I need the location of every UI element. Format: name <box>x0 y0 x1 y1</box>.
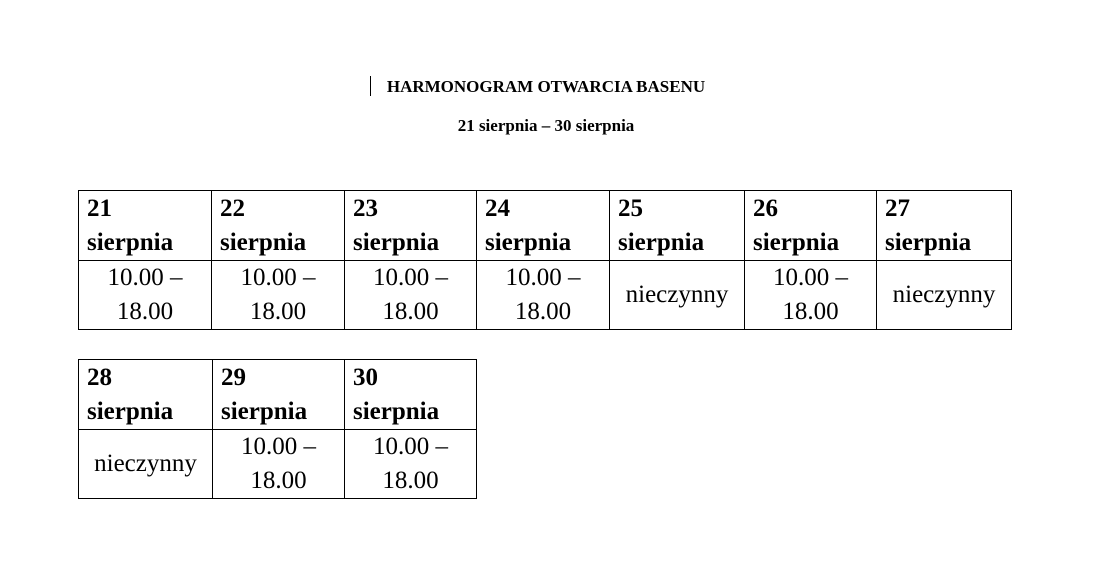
hours-close: 18.00 <box>514 298 572 325</box>
day-number: 23 <box>353 195 378 222</box>
hours-row <box>79 261 1012 330</box>
hours-close: 18.00 <box>782 298 839 325</box>
schedule-table-2 <box>78 359 477 499</box>
closed-cell <box>79 430 213 499</box>
day-number: 30 <box>353 364 378 391</box>
month-name: sierpnia <box>885 229 972 256</box>
day-number: 28 <box>87 364 112 391</box>
closed-label: nieczynny <box>625 281 729 308</box>
month-name: sierpnia <box>485 229 572 256</box>
hours-close: 18.00 <box>382 467 439 494</box>
date-cell <box>79 360 213 430</box>
day-number: 21 <box>87 195 112 222</box>
day-number: 27 <box>885 195 910 222</box>
month-name: sierpnia <box>353 398 440 425</box>
hours-open: 10.00 – <box>373 264 448 291</box>
hours-cell <box>345 430 477 499</box>
month-name: sierpnia <box>353 229 440 256</box>
day-number: 22 <box>220 195 245 222</box>
month-name: sierpnia <box>220 229 307 256</box>
month-name: sierpnia <box>87 398 174 425</box>
hours-cell <box>79 261 212 330</box>
date-cell <box>877 191 1012 261</box>
hours-cell <box>345 261 477 330</box>
hours-cell <box>477 261 610 330</box>
date-row <box>79 191 1012 261</box>
day-number: 24 <box>485 195 510 222</box>
hours-close: 18.00 <box>382 298 439 325</box>
hours-cell <box>212 261 345 330</box>
hours-open: 10.00 – <box>241 433 316 460</box>
date-cell <box>345 360 477 430</box>
document-title: HARMONOGRAM OTWARCIA BASENU <box>386 77 706 96</box>
date-cell <box>345 191 477 261</box>
day-number: 29 <box>221 364 246 391</box>
schedule-table-1 <box>78 190 1012 330</box>
hours-open: 10.00 – <box>240 264 316 291</box>
hours-open: 10.00 – <box>773 264 848 291</box>
date-cell <box>212 191 345 261</box>
date-row <box>79 360 477 430</box>
closed-cell <box>610 261 745 330</box>
hours-close: 18.00 <box>249 298 307 325</box>
hours-close: 18.00 <box>250 467 307 494</box>
closed-cell <box>877 261 1012 330</box>
date-cell <box>745 191 877 261</box>
closed-label: nieczynny <box>94 450 197 477</box>
hours-open: 10.00 – <box>505 264 581 291</box>
closed-label: nieczynny <box>892 281 996 308</box>
month-name: sierpnia <box>221 398 308 425</box>
day-number: 26 <box>753 195 778 222</box>
date-cell <box>477 191 610 261</box>
date-cell <box>610 191 745 261</box>
hours-cell <box>745 261 877 330</box>
date-cell <box>213 360 345 430</box>
hours-row <box>79 430 477 499</box>
day-number: 25 <box>618 195 643 222</box>
month-name: sierpnia <box>87 229 174 256</box>
document-subtitle: 21 sierpnia – 30 sierpnia <box>457 116 635 135</box>
month-name: sierpnia <box>618 229 705 256</box>
hours-cell <box>213 430 345 499</box>
month-name: sierpnia <box>753 229 840 256</box>
hours-open: 10.00 – <box>373 433 448 460</box>
date-cell <box>79 191 212 261</box>
hours-close: 18.00 <box>116 298 174 325</box>
hours-open: 10.00 – <box>107 264 183 291</box>
